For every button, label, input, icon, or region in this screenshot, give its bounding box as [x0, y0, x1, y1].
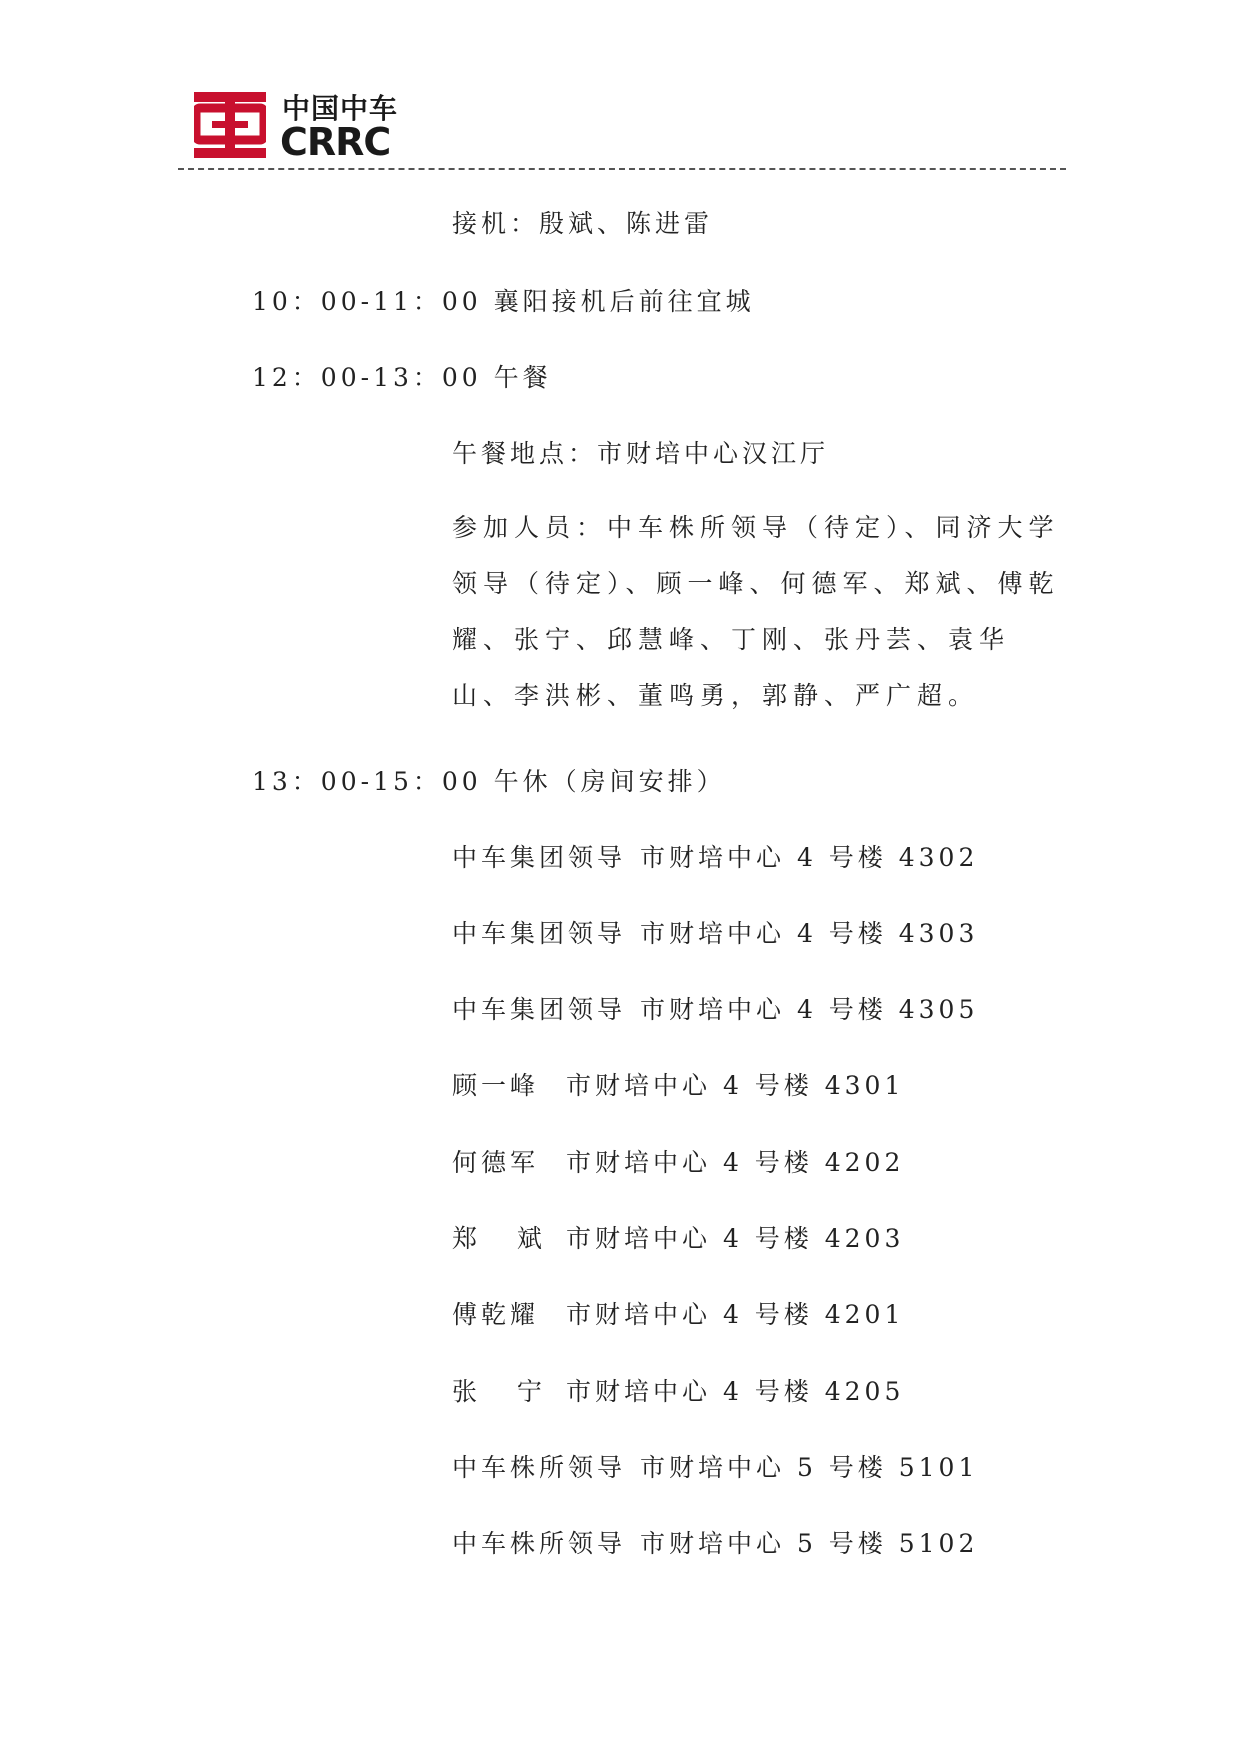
crrc-logo-icon [194, 92, 266, 158]
attendees-paragraph [452, 500, 1062, 724]
logo-text-cn: 中国中车 [282, 92, 399, 125]
room-location: 市财培中心 4 号楼 4301 [566, 1071, 905, 1100]
room-row [452, 1528, 978, 1560]
schedule-item-lunch: 12：00-13：00 午餐 [252, 363, 552, 392]
room-row [452, 1376, 904, 1408]
schedule-item-pickup-transfer: 10：00-11：00 襄阳接机后前往宜城 [252, 287, 755, 316]
room-guest: 何德军 [452, 1148, 540, 1177]
room-row [452, 1223, 904, 1255]
lunch-location: 午餐地点：市财培中心汉江厅 [452, 439, 830, 468]
room-guest: 中车集团领导 [452, 919, 627, 948]
room-location: 市财培中心 5 号楼 5102 [640, 1529, 979, 1558]
room-guest: 郑 斌 [452, 1224, 546, 1253]
room-location: 市财培中心 4 号楼 4305 [640, 995, 979, 1024]
room-guest: 顾一峰 [452, 1071, 540, 1100]
room-guest: 中车集团领导 [452, 843, 627, 872]
room-location: 市财培中心 4 号楼 4201 [566, 1300, 905, 1329]
room-row [452, 994, 978, 1026]
room-row [452, 842, 978, 874]
room-row [452, 1452, 978, 1484]
room-guest: 傅乾耀 [452, 1300, 540, 1329]
room-location: 市财培中心 4 号楼 4202 [566, 1148, 905, 1177]
room-guest: 中车集团领导 [452, 995, 627, 1024]
header-divider [178, 168, 1066, 170]
room-guest: 中车株所领导 [452, 1453, 627, 1482]
pickup-line: 接机：殷斌、陈进雷 [452, 209, 714, 238]
room-row [452, 1299, 904, 1331]
room-location: 市财培中心 4 号楼 4203 [566, 1224, 905, 1253]
attendees-text: 参加人员：中车株所领导（待定）、同济大学领导（待定）、顾一峰、何德军、郑斌、傅乾耀、张宁、邱慧峰、丁刚、张丹芸、袁华山、李洪彬、董鸣勇，郭静、严广超。 [452, 513, 1060, 710]
room-row [452, 1070, 904, 1102]
room-location: 市财培中心 4 号楼 4205 [566, 1377, 905, 1406]
room-row [452, 1147, 904, 1179]
room-row [452, 918, 978, 950]
room-location: 市财培中心 4 号楼 4302 [640, 843, 979, 872]
room-guest: 张 宁 [452, 1377, 546, 1406]
room-location: 市财培中心 5 号楼 5101 [640, 1453, 979, 1482]
room-guest: 中车株所领导 [452, 1529, 627, 1558]
logo-text-en: CRRC [280, 120, 391, 164]
room-location: 市财培中心 4 号楼 4303 [640, 919, 979, 948]
schedule-item-rest: 13：00-15：00 午休（房间安排） [252, 767, 726, 796]
